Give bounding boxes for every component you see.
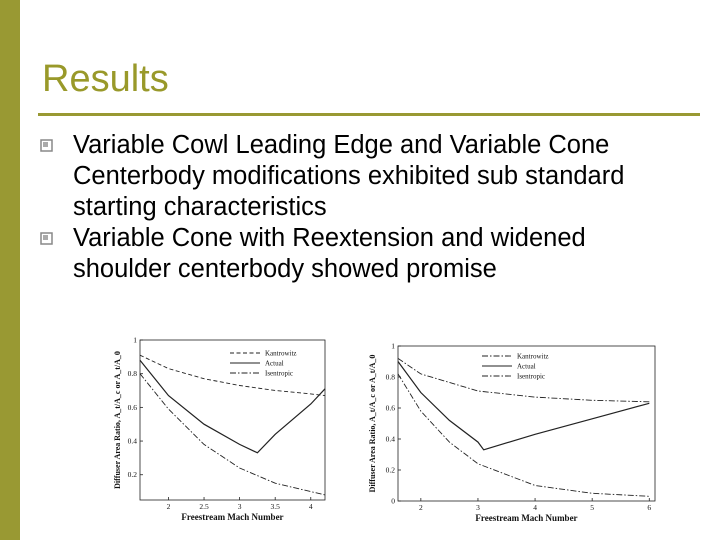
x-tick-label: 2.5 [199, 502, 209, 511]
x-tick-label: 5 [590, 503, 595, 512]
legend-label: Isentropic [517, 372, 545, 381]
title-rule [38, 113, 700, 116]
x-tick-label: 6 [647, 503, 652, 512]
y-tick-label: 0.6 [127, 402, 137, 412]
x-tick-label: 2 [418, 503, 423, 512]
x-tick-label: 4 [533, 503, 537, 512]
y-tick-label: 0.8 [127, 369, 137, 379]
series-line-actual [140, 360, 325, 453]
square-bullet-icon [40, 232, 53, 245]
series-line-isentropic [398, 374, 649, 496]
legend-label: Actual [517, 362, 536, 371]
bullet-list [40, 130, 680, 285]
slide-title: Results [42, 58, 169, 100]
series-line-kantrowitz [140, 355, 325, 395]
y-tick-label: 0.6 [385, 403, 395, 413]
y-tick-label: 0.4 [385, 434, 395, 444]
y-tick-label: 0 [391, 496, 395, 506]
bullet-text: Variable Cowl Leading Edge and Variable Cone Centerbody modifications exhibited sub standard starting characteristics [73, 131, 625, 221]
bullet-item [40, 130, 680, 223]
x-tick-label: 3 [476, 503, 480, 512]
y-tick-label: 1 [133, 335, 137, 345]
bullet-text: Variable Cone with Reextension and widened shoulder centerbody showed promise [73, 224, 586, 283]
x-tick-label: 2 [166, 502, 171, 511]
x-tick-label: 3.5 [270, 502, 280, 511]
legend-label: Actual [265, 359, 284, 368]
x-tick-label: 4 [308, 502, 313, 511]
plot-frame [140, 340, 325, 500]
x-tick-label: 3 [237, 502, 242, 511]
y-tick-label: 1 [391, 341, 395, 351]
bullet-item [40, 223, 680, 285]
x-axis-label: Freestream Mach Number [181, 512, 284, 522]
chart-right [365, 338, 680, 528]
y-axis-label: Diffuser Area Ratio, A_t/A_c or A_t/A_0 [368, 354, 377, 493]
x-axis-label: Freestream Mach Number [475, 513, 578, 523]
chart-left [100, 335, 340, 525]
legend-label: Kantrowitz [517, 352, 549, 361]
y-tick-label: 0.2 [385, 465, 395, 475]
accent-sidebar [0, 0, 20, 540]
y-tick-label: 0.8 [385, 372, 395, 382]
legend-label: Isentropic [265, 369, 293, 378]
legend-label: Kantrowitz [265, 349, 297, 358]
square-bullet-icon [40, 139, 53, 152]
y-axis-label: Diffuser Area Ratio, A_t/A_c or A_t/A_0 [113, 351, 122, 489]
y-tick-label: 0.2 [127, 470, 137, 480]
series-line-isentropic [140, 374, 325, 495]
y-tick-label: 0.4 [127, 436, 137, 446]
